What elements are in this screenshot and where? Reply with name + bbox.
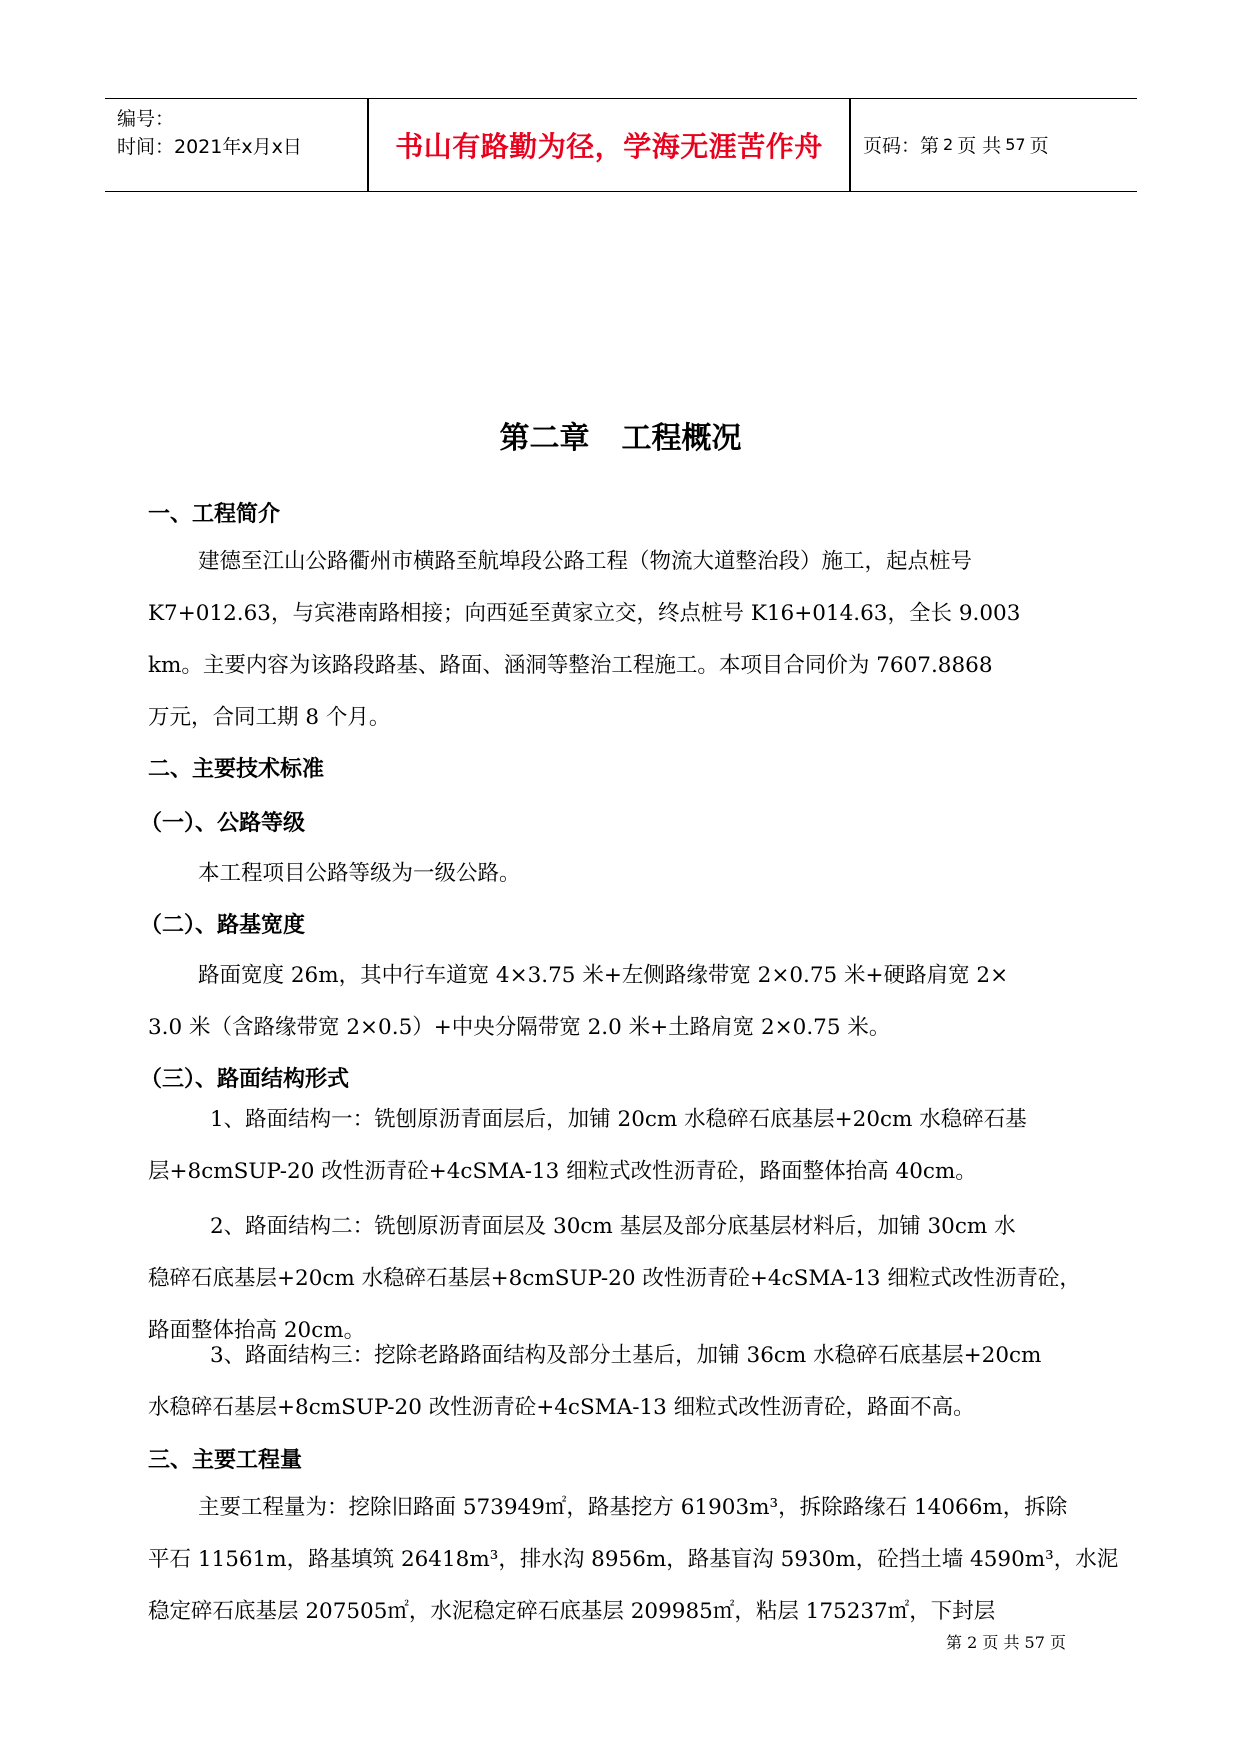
- paragraph-line: km。主要内容为该路段路基、路面、涵洞等整治工程施工。本项目合同价为 7607.8868: [148, 653, 993, 678]
- paragraph: [148, 536, 1094, 744]
- paragraph-line: 路面宽度 26m，其中行车道宽 4×3.75 米+左侧路缘带宽 2×0.75 米+硬路肩宽 2×: [198, 963, 1009, 988]
- paragraph-line: 3.0 米（含路缘带宽 2×0.5）+中央分隔带宽 2.0 米+土路肩宽 2×0.75 米。: [148, 1015, 891, 1040]
- paragraph-line: 主要工程量为：挖除旧路面 573949㎡，路基挖方 61903m³，拆除路缘石 14066m，拆除: [198, 1495, 1068, 1520]
- paragraph-line: 本工程项目公路等级为一级公路。: [198, 861, 521, 886]
- paragraph-line: K7+012.63，与宾港南路相接；向西延至黄家立交，终点桩号 K16+014.63，全长 9.003: [148, 601, 1021, 626]
- number-label: 编号：: [117, 108, 175, 130]
- subsection-heading: （一）、公路等级: [140, 811, 306, 836]
- paragraph: [148, 1094, 1094, 1198]
- paragraph: [148, 950, 1094, 1054]
- page-total: 57: [1005, 135, 1026, 154]
- page-current: 2: [943, 135, 954, 154]
- paragraph-line: 2、路面结构二：铣刨原沥青面层及 30cm 基层及部分底基层材料后，加铺 30cm 水: [210, 1214, 1016, 1239]
- paragraph-line: 平石 11561m，路基填筑 26418m³，排水沟 8956m，路基盲沟 5930m，砼挡土墙 4590m³，水泥: [148, 1547, 1119, 1572]
- section-heading: 二、主要技术标准: [148, 757, 325, 782]
- header-motto: 书山有路勤为径，学海无涯苦作舟: [395, 129, 823, 163]
- header-divider: [849, 99, 851, 191]
- paragraph-line: 层+8cmSUP-20 改性沥青砼+4cSMA-13 细粒式改性沥青砼，路面整体抬高 40cm。: [148, 1159, 977, 1184]
- document-header: [105, 98, 1137, 192]
- section-heading: 三、主要工程量: [148, 1448, 303, 1473]
- paragraph-line: 路面整体抬高 20cm。: [148, 1318, 366, 1343]
- paragraph-line: 稳定碎石底基层 207505㎡，水泥稳定碎石底基层 209985㎡，粘层 175237㎡，下封层: [148, 1599, 996, 1624]
- chapter-title: [0, 413, 1241, 457]
- chapter-name: 工程概况: [621, 421, 742, 456]
- paragraph-line: 3、路面结构三：挖除老路路面结构及部分土基后，加铺 36cm 水稳碎石底基层+20cm: [210, 1343, 1042, 1368]
- section-heading: 一、工程简介: [148, 502, 281, 527]
- paragraph: [148, 1330, 1094, 1434]
- paragraph-line: 稳碎石底基层+20cm 水稳碎石基层+8cmSUP-20 改性沥青砼+4cSMA-13 细粒式改性沥青砼，: [148, 1266, 1081, 1291]
- header-page-info: [863, 99, 1049, 190]
- paragraph-line: 建德至江山公路衢州市横路至航埠段公路工程（物流大道整治段）施工，起点桩号: [198, 549, 973, 574]
- header-meta: [117, 105, 302, 161]
- subsection-heading: （二）、路基宽度: [140, 913, 306, 938]
- subsection-heading: （三）、路面结构形式: [140, 1067, 350, 1092]
- paragraph-line: 1、路面结构一：铣刨原沥青面层后，加铺 20cm 水稳碎石底基层+20cm 水稳碎石基: [210, 1107, 1027, 1132]
- paragraph: [148, 848, 1094, 900]
- page-footer: 第 2 页 共 57 页: [946, 1633, 1066, 1652]
- chapter-number: 第二章: [499, 421, 590, 456]
- paragraph-line: 水稳碎石基层+8cmSUP-20 改性沥青砼+4cSMA-13 细粒式改性沥青砼，路面不高。: [148, 1395, 975, 1420]
- paragraph-line: 万元，合同工期 8 个月。: [148, 705, 391, 730]
- page-suffix: 页: [1029, 135, 1049, 157]
- page-middle: 页 共: [957, 135, 1002, 157]
- page-prefix: 页码：第: [863, 135, 940, 157]
- time-label: 时间：2021年x月x日: [117, 136, 302, 158]
- paragraph: [148, 1482, 1119, 1638]
